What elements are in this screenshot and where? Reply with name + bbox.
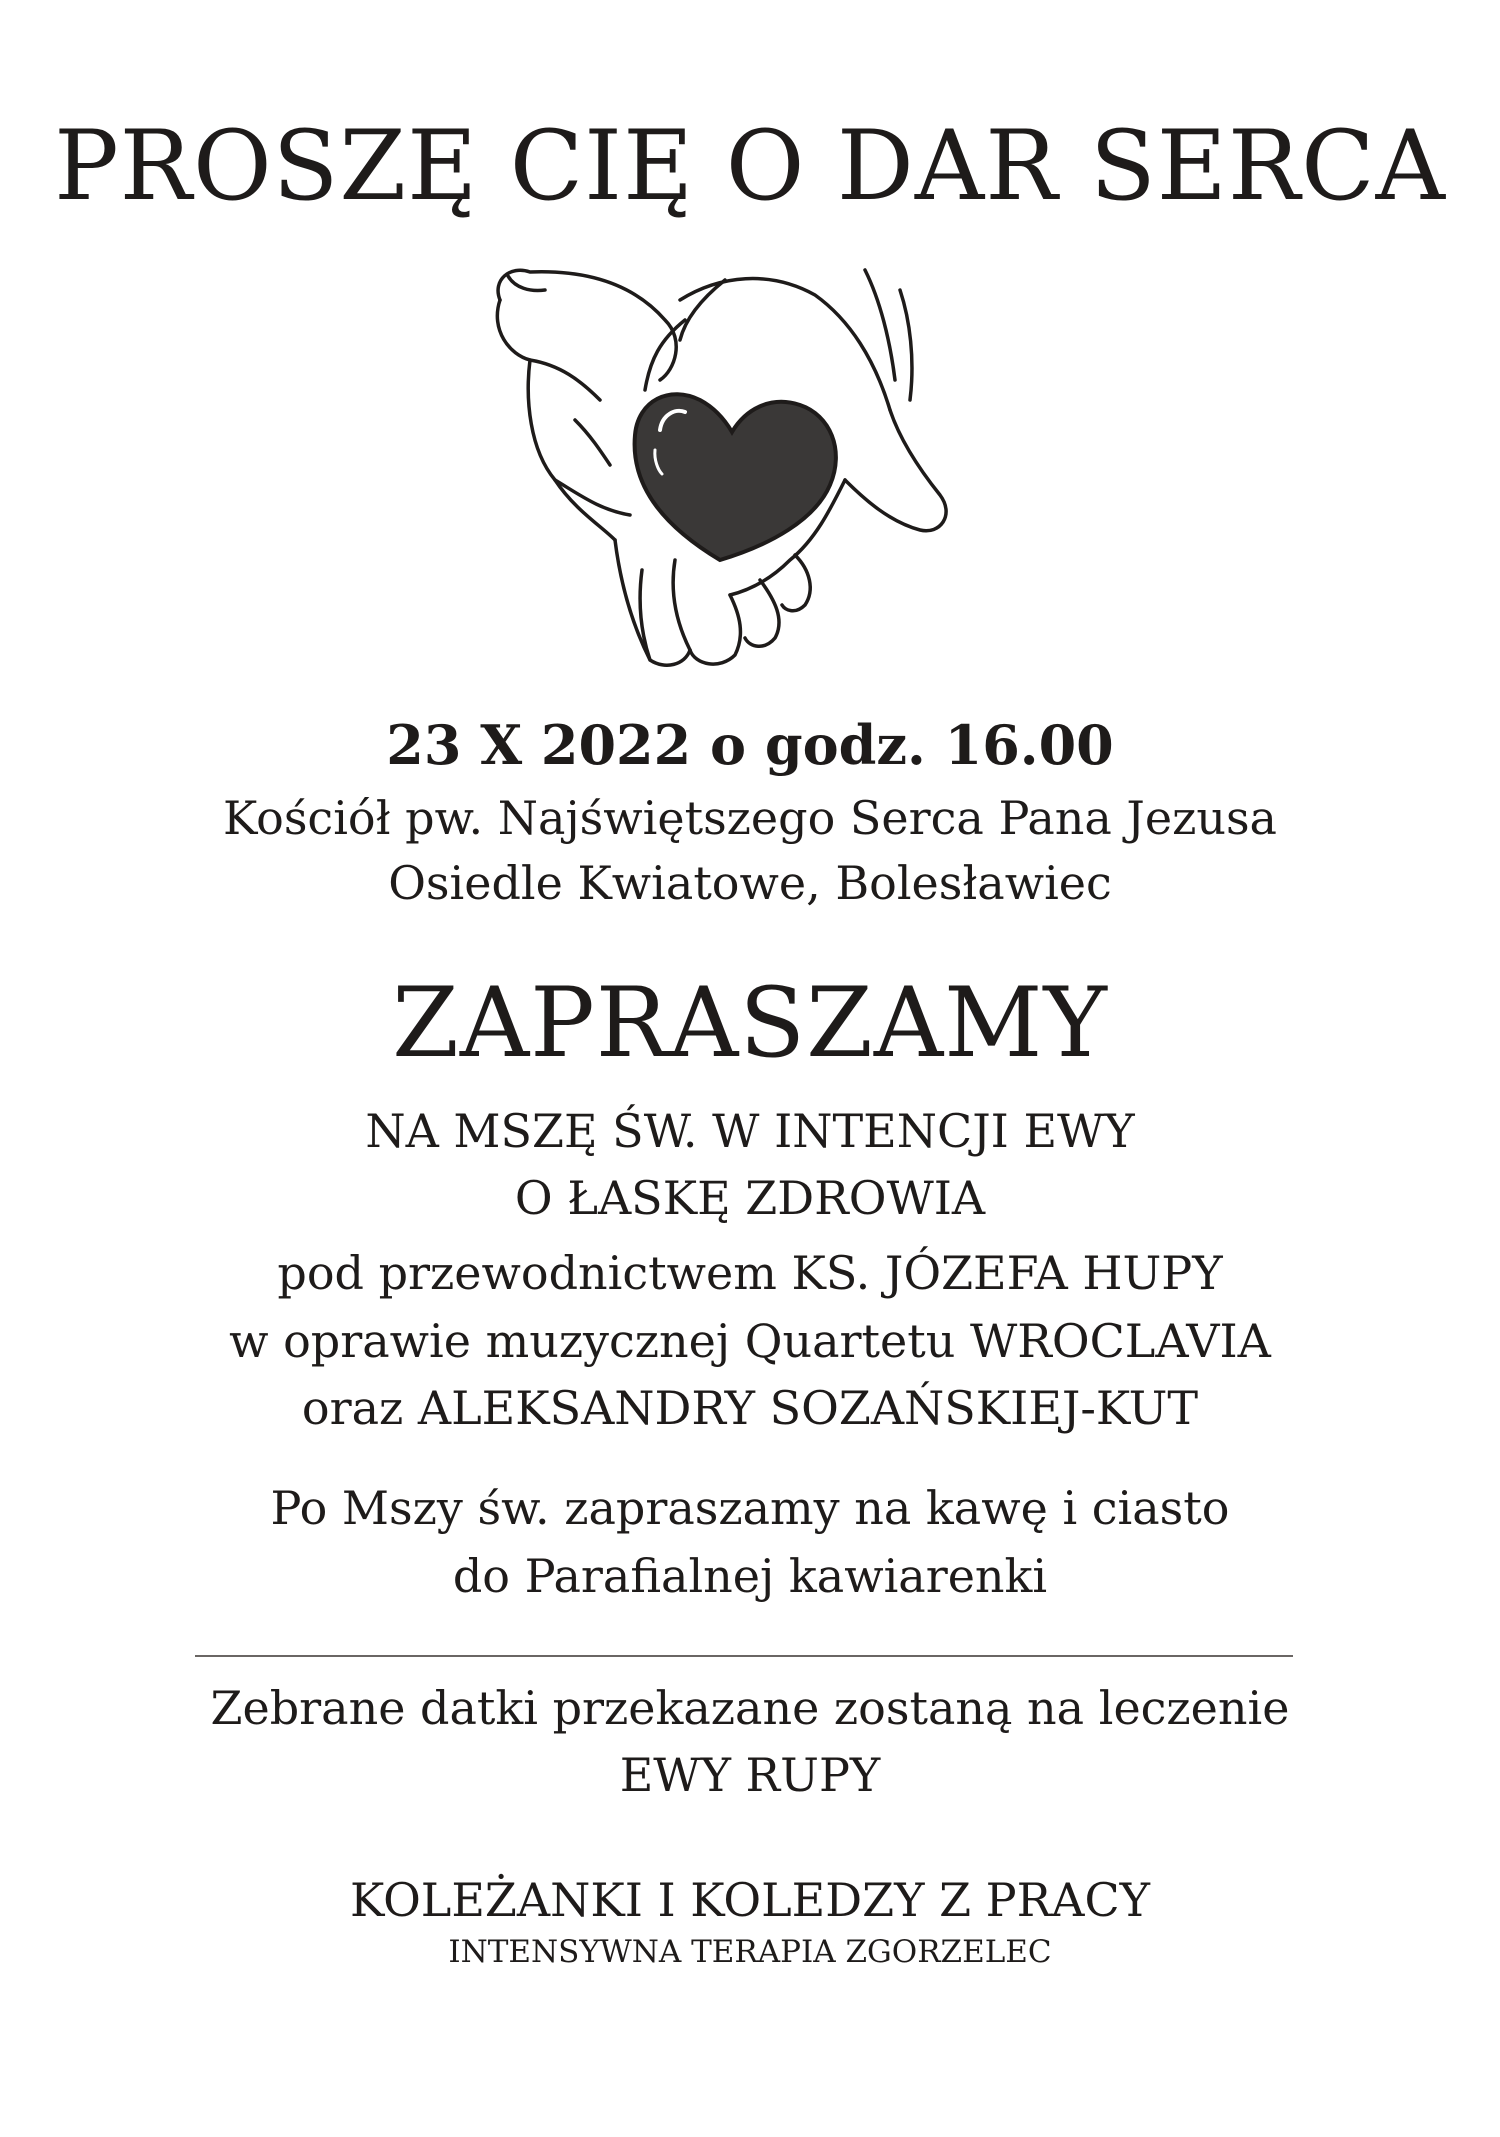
invite-heading: ZAPRASZAMY [392, 967, 1108, 1079]
after-mass-line: Po Mszy św. zapraszamy na kawę i ciasto [270, 1481, 1230, 1535]
divider [195, 1655, 1293, 1657]
signature-subtitle: INTENSYWNA TERAPIA ZGORZELEC [448, 1934, 1052, 1970]
donation-line: EWY RUPY [619, 1748, 881, 1802]
event-date-time: 23 X 2022 o godz. 16.00 [386, 713, 1114, 777]
mass-line: O ŁASKĘ ZDROWIA [514, 1171, 986, 1225]
after-mass-line: do Parafialnej kawiarenki [452, 1549, 1048, 1603]
mass-line: NA MSZĘ ŚW. W INTENCJI EWY [365, 1104, 1135, 1158]
donation-line: Zebrane datki przekazane zostaną na leczenie [210, 1681, 1290, 1735]
event-church: Kościół pw. Najświętszego Serca Pana Jezusa [223, 791, 1277, 845]
event-location: Osiedle Kwiatowe, Bolesławiec [388, 856, 1112, 910]
poster-title: PROSZĘ CIĘ O DAR SERCA [54, 110, 1446, 222]
mass-line: pod przewodnictwem KS. JÓZEFA HUPY [277, 1246, 1223, 1300]
mass-line: w oprawie muzycznej Quartetu WROCLAVIA [229, 1314, 1271, 1368]
mass-line: oraz ALEKSANDRY SOZAŃSKIEJ-KUT [301, 1381, 1199, 1435]
hands-holding-heart-icon [470, 260, 970, 680]
signature: KOLEŻANKI I KOLEDZY Z PRACY [349, 1873, 1151, 1927]
